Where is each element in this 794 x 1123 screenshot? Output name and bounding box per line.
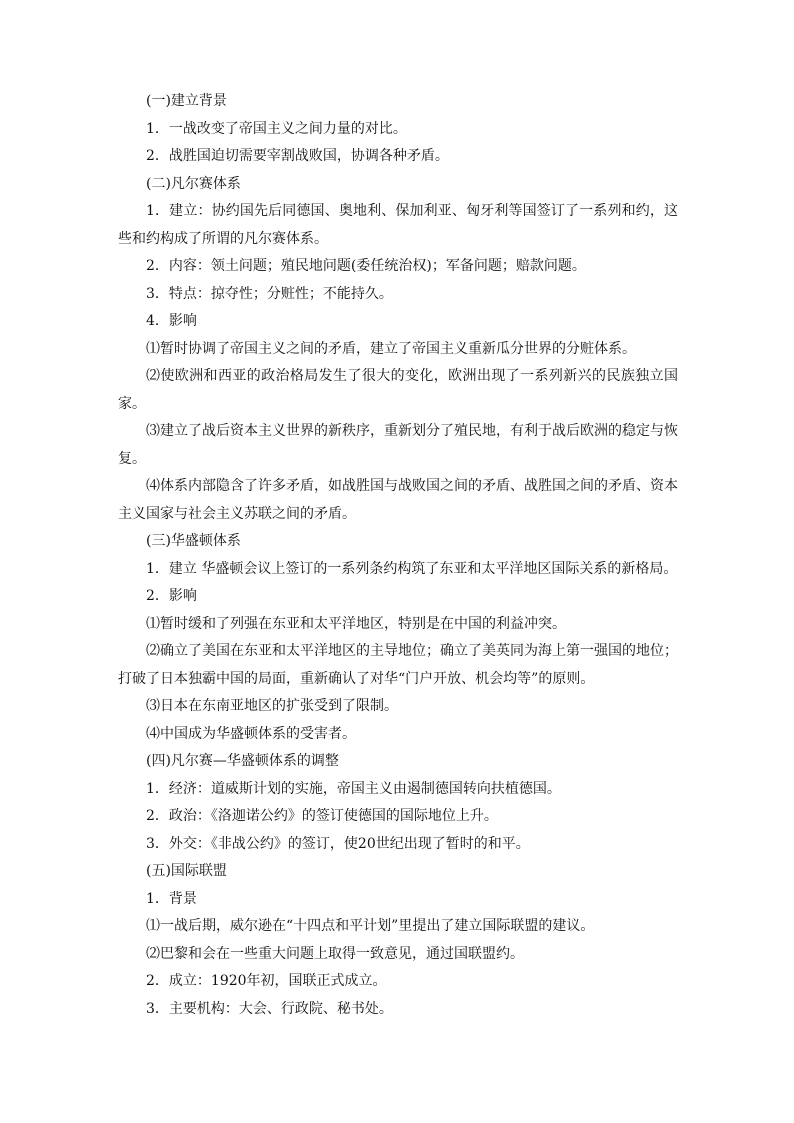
paragraph: 1．建立 华盛顿会议上签订的一系列条约构筑了东亚和太平洋地区国际关系的新格局。 [146,560,678,577]
paragraph: ⑵确立了美国在东亚和太平洋地区的主导地位；确立了美英同为海上第一强国的地位；打破了日本独霸中国的局面，重新确认了对华“门户开放、机会均等”的原则。 [118,643,678,687]
paragraph: ⑷体系内部隐含了许多矛盾，如战胜国与战败国之间的矛盾、战胜国之间的矛盾、资本主义国家与社会主义苏联之间的矛盾。 [118,478,678,522]
paragraph: ⑶建立了战后资本主义世界的新秩序，重新划分了殖民地，有利于战后欧洲的稳定与恢复。 [118,423,678,467]
section-heading-adjustment: (四)凡尔赛—华盛顿体系的调整 [146,753,339,769]
paragraph: 2．内容：领土问题；殖民地问题(委任统治权)；军备问题；赔款问题。 [146,258,586,274]
paragraph: ⑷中国成为华盛顿体系的受害者。 [146,725,356,742]
paragraph: 1．建立：协约国先后同德国、奥地利、保加利亚、匈牙利等国签订了一系列和约，这些和约构成了所谓的凡尔赛体系。 [118,203,678,247]
paragraph: 1．背景 [146,890,197,907]
paragraph: 3．特点：掠夺性；分赃性；不能持久。 [146,285,393,302]
paragraph: ⑵使欧洲和西亚的政治格局发生了很大的变化，欧洲出现了一系列新兴的民族独立国家。 [118,368,678,412]
section-heading-background: (一)建立背景 [146,93,227,109]
document-body [118,88,678,1023]
section-heading-league: (五)国际联盟 [146,863,227,879]
paragraph: 2．影响 [146,588,197,604]
paragraph: 1．一战改变了帝国主义之间力量的对比。 [146,120,407,137]
paragraph: 2．成立：1920年初，国联正式成立。 [146,973,387,989]
paragraph: 3．主要机构：大会、行政院、秘书处。 [146,1000,393,1017]
paragraph: 1．经济：道威斯计划的实施，帝国主义由遏制德国转向扶植德国。 [146,780,561,797]
paragraph: 2．政治：《洛迦诺公约》的签订使德国的国际地位上升。 [146,808,498,824]
paragraph: ⑵巴黎和会在一些重大问题上取得一致意见，通过国联盟约。 [146,945,524,962]
paragraph: 4．影响 [146,313,197,329]
paragraph: ⑴一战后期，威尔逊在“十四点和平计划”里提出了建立国际联盟的建议。 [146,918,595,934]
paragraph: 3．外交：《非战公约》的签订，使20世纪出现了暂时的和平。 [146,835,530,852]
section-heading-washington: (三)华盛顿体系 [146,533,241,549]
paragraph: ⑴暂时协调了帝国主义之间的矛盾，建立了帝国主义重新瓜分世界的分赃体系。 [146,340,636,357]
paragraph: ⑶日本在东南亚地区的扩张受到了限制。 [146,698,398,714]
paragraph: ⑴暂时缓和了列强在东亚和太平洋地区，特别是在中国的利益冲突。 [146,615,566,632]
section-heading-versailles: (二)凡尔赛体系 [146,175,241,192]
paragraph: 2．战胜国迫切需要宰割战败国，协调各种矛盾。 [146,148,449,164]
